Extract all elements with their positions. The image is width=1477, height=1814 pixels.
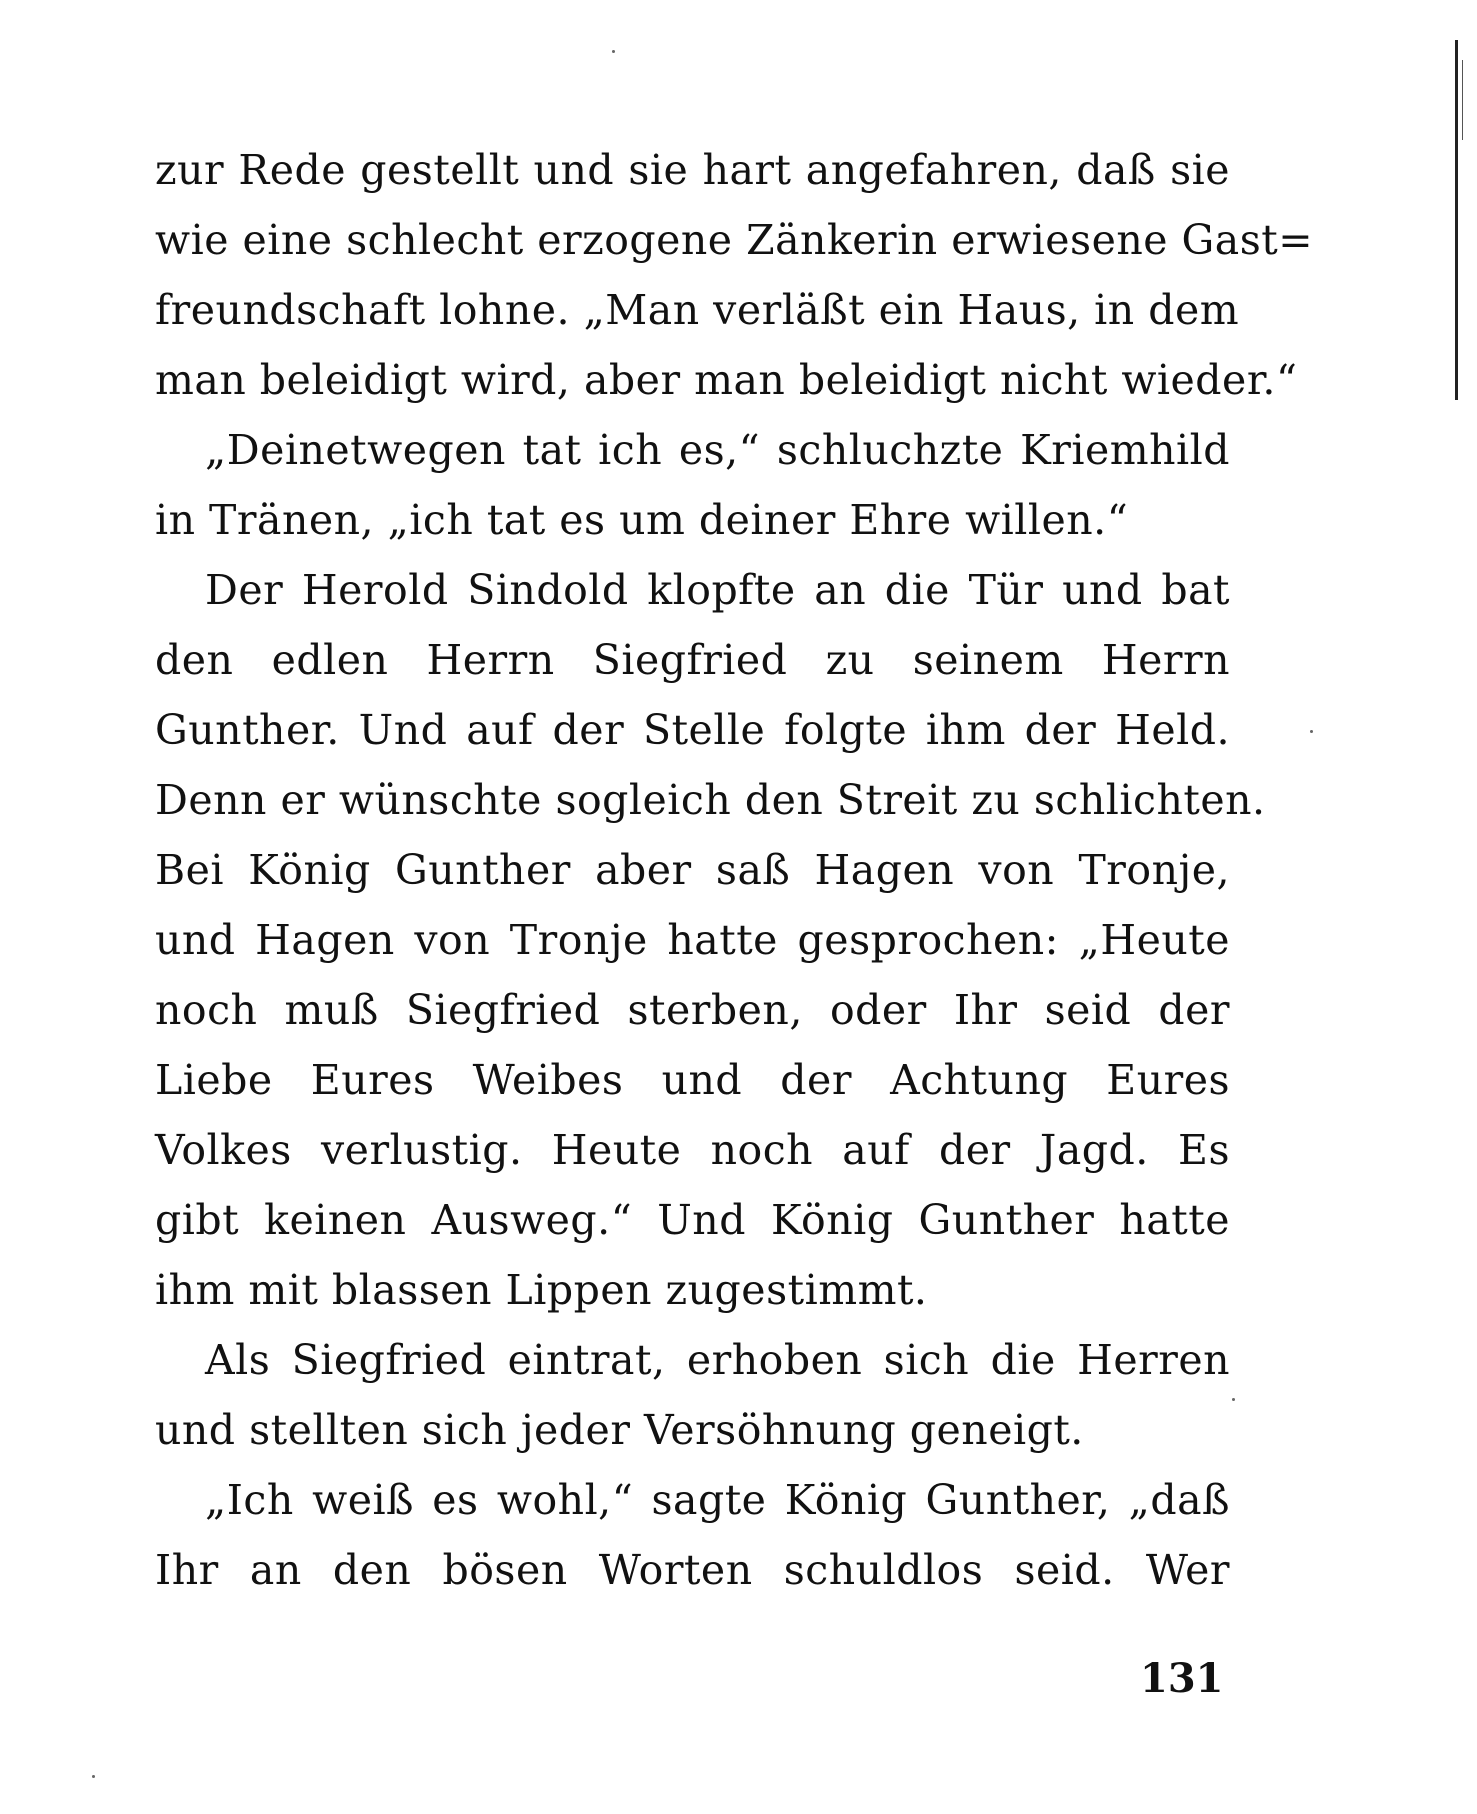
text-line: Liebe Eures Weibes und der Achtung Eures: [155, 1056, 1230, 1104]
text-line: Der Herold Sindold klopfte an die Tür und bat: [205, 566, 1230, 614]
text-line: zur Rede gestellt und sie hart angefahren, daß sie: [155, 146, 1230, 194]
page-edge-mark-secondary: [1462, 60, 1463, 140]
text-line: in Tränen, „ich tat es um deiner Ehre willen.“: [155, 496, 1129, 544]
paper-speck: [92, 1775, 95, 1778]
text-line: freundschaft lohne. „Man verläßt ein Haus, in dem: [155, 286, 1240, 334]
text-line: Gunther. Und auf der Stelle folgte ihm der Held.: [155, 706, 1230, 754]
paper-speck: [612, 50, 615, 53]
text-line: gibt keinen Ausweg.“ Und König Gunther hatte: [155, 1196, 1230, 1244]
text-line: und stellten sich jeder Versöhnung geneigt.: [155, 1406, 1084, 1454]
text-line: Volkes verlustig. Heute noch auf der Jagd. Es: [155, 1126, 1230, 1174]
text-line: und Hagen von Tronje hatte gesprochen: „Heute: [155, 916, 1230, 964]
text-line: wie eine schlecht erzogene Zänkerin erwiesene Gast=: [155, 216, 1314, 264]
page-edge-mark: [1455, 40, 1458, 400]
paper-speck: [1310, 730, 1313, 733]
body-text: [155, 135, 1314, 1605]
text-line: Ihr an den bösen Worten schuldlos seid. Wer: [155, 1546, 1230, 1594]
text-line: Denn er wünschte sogleich den Streit zu schlichten.: [155, 776, 1266, 824]
text-line: Bei König Gunther aber saß Hagen von Tronje,: [155, 846, 1230, 894]
text-line: „Deinetwegen tat ich es,“ schluchzte Kriemhild: [205, 426, 1230, 474]
text-line: den edlen Herrn Siegfried zu seinem Herrn: [155, 636, 1230, 684]
text-line: Als Siegfried eintrat, erhoben sich die Herren: [205, 1336, 1230, 1384]
page-number: 131: [1140, 1655, 1224, 1702]
text-line: „Ich weiß es wohl,“ sagte König Gunther, „daß: [205, 1476, 1230, 1524]
text-line: man beleidigt wird, aber man beleidigt nicht wieder.“: [155, 356, 1298, 404]
text-line: ihm mit blassen Lippen zugestimmt.: [155, 1266, 928, 1314]
text-line: noch muß Siegfried sterben, oder Ihr seid der: [155, 986, 1230, 1034]
paper-speck: [1232, 1398, 1235, 1401]
